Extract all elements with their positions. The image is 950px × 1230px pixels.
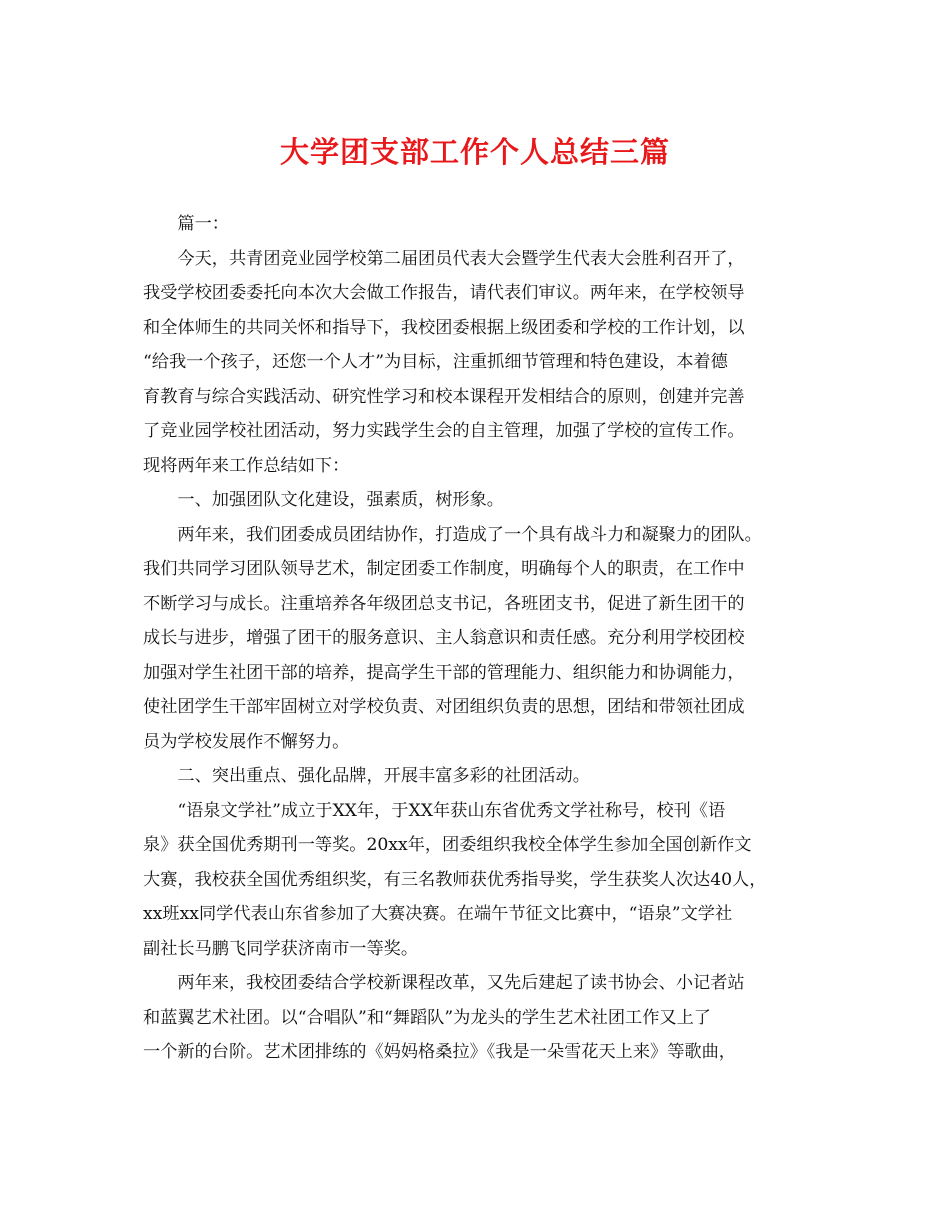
paragraph-line: 泉》获全国优秀期刊一等奖。20xx年，团委组织我校全体学生参加全国创新作文 [143,835,752,855]
paragraph-line: 了竞业园学校社团活动，努力实践学生会的自主管理，加强了学校的宣传工作。 [143,421,745,441]
paragraph-line: 成长与进步，增强了团干的服务意识、主人翁意识和责任感。充分利用学校团校 [143,628,745,648]
paragraph-line: “给我一个孩子，还您一个人才”为目标，注重抓细节管理和特色建设，本着德 [143,352,728,372]
paragraph-line: 今天，共青团竞业园学校第二届团员代表大会暨学生代表大会胜利召开了， [143,248,745,269]
paragraph-line: 副社长马鹏飞同学获济南市一等奖。 [143,938,419,959]
paragraph-line: 现将两年来工作总结如下： [143,455,350,476]
paragraph-line: 我受学校团委委托向本次大会做工作报告，请代表们审议。两年来，在学校领导 [143,283,745,303]
paragraph-line: 和蓝翼艺术社团。以“合唱队”和“舞蹈队”为龙头的学生艺术社团工作又上了 [143,1007,711,1028]
paragraph-line: 两年来，我们团委成员团结协作，打造成了一个具有战斗力和凝聚力的团队。 [143,524,762,545]
paragraph-line: 使社团学生干部牢固树立对学校负责、对团组织负责的思想，团结和带领社团成 [143,697,745,717]
paragraph-line: 一、加强团队文化建设，强素质，树形象。 [143,490,504,510]
paragraph-line: 两年来，我校团委结合学校新课程改革，又先后建起了读书协会、小记者站 [143,973,745,993]
paragraph-line: 二、突出重点、强化品牌，开展丰富多彩的社团活动。 [143,766,590,786]
paragraph-line: 一个新的台阶。艺术团排练的《妈妈格桑拉》《我是一朵雪花天上来》等歌曲， [143,1042,736,1062]
paragraph-line: 育教育与综合实践活动、研究性学习和校本课程开发相结合的原则，创建并完善 [143,386,745,407]
paragraph-line: 篇一： [143,214,229,234]
paragraph-line: 不断学习与成长。注重培养各年级团总支书记，各班团支书，促进了新生团干的 [143,593,745,614]
paragraph-line: 加强对学生社团干部的培养，提高学生干部的管理能力、组织能力和协调能力， [143,662,745,683]
paragraph-line: 和全体师生的共同关怀和指导下，我校团委根据上级团委和学校的工作计划，以 [143,317,745,338]
document-body [143,207,813,1070]
paragraph-line: xx班xx同学代表山东省参加了大赛决赛。在端午节征文比赛中，“语泉”文学社 [143,904,733,924]
document-title: 大学团支部工作个人总结三篇 [279,135,670,169]
paragraph-line: 员为学校发展作不懈努力。 [143,731,350,752]
paragraph-line: 大赛，我校获全国优秀组织奖，有三名教师获优秀指导奖，学生获奖人次达40人， [143,869,767,890]
paragraph-line: “语泉文学社”成立于XX年，于XX年获山东省优秀文学社称号，校刊《语 [143,800,726,821]
paragraph-line: 我们共同学习团队领导艺术，制定团委工作制度，明确每个人的职责，在工作中 [143,559,745,579]
